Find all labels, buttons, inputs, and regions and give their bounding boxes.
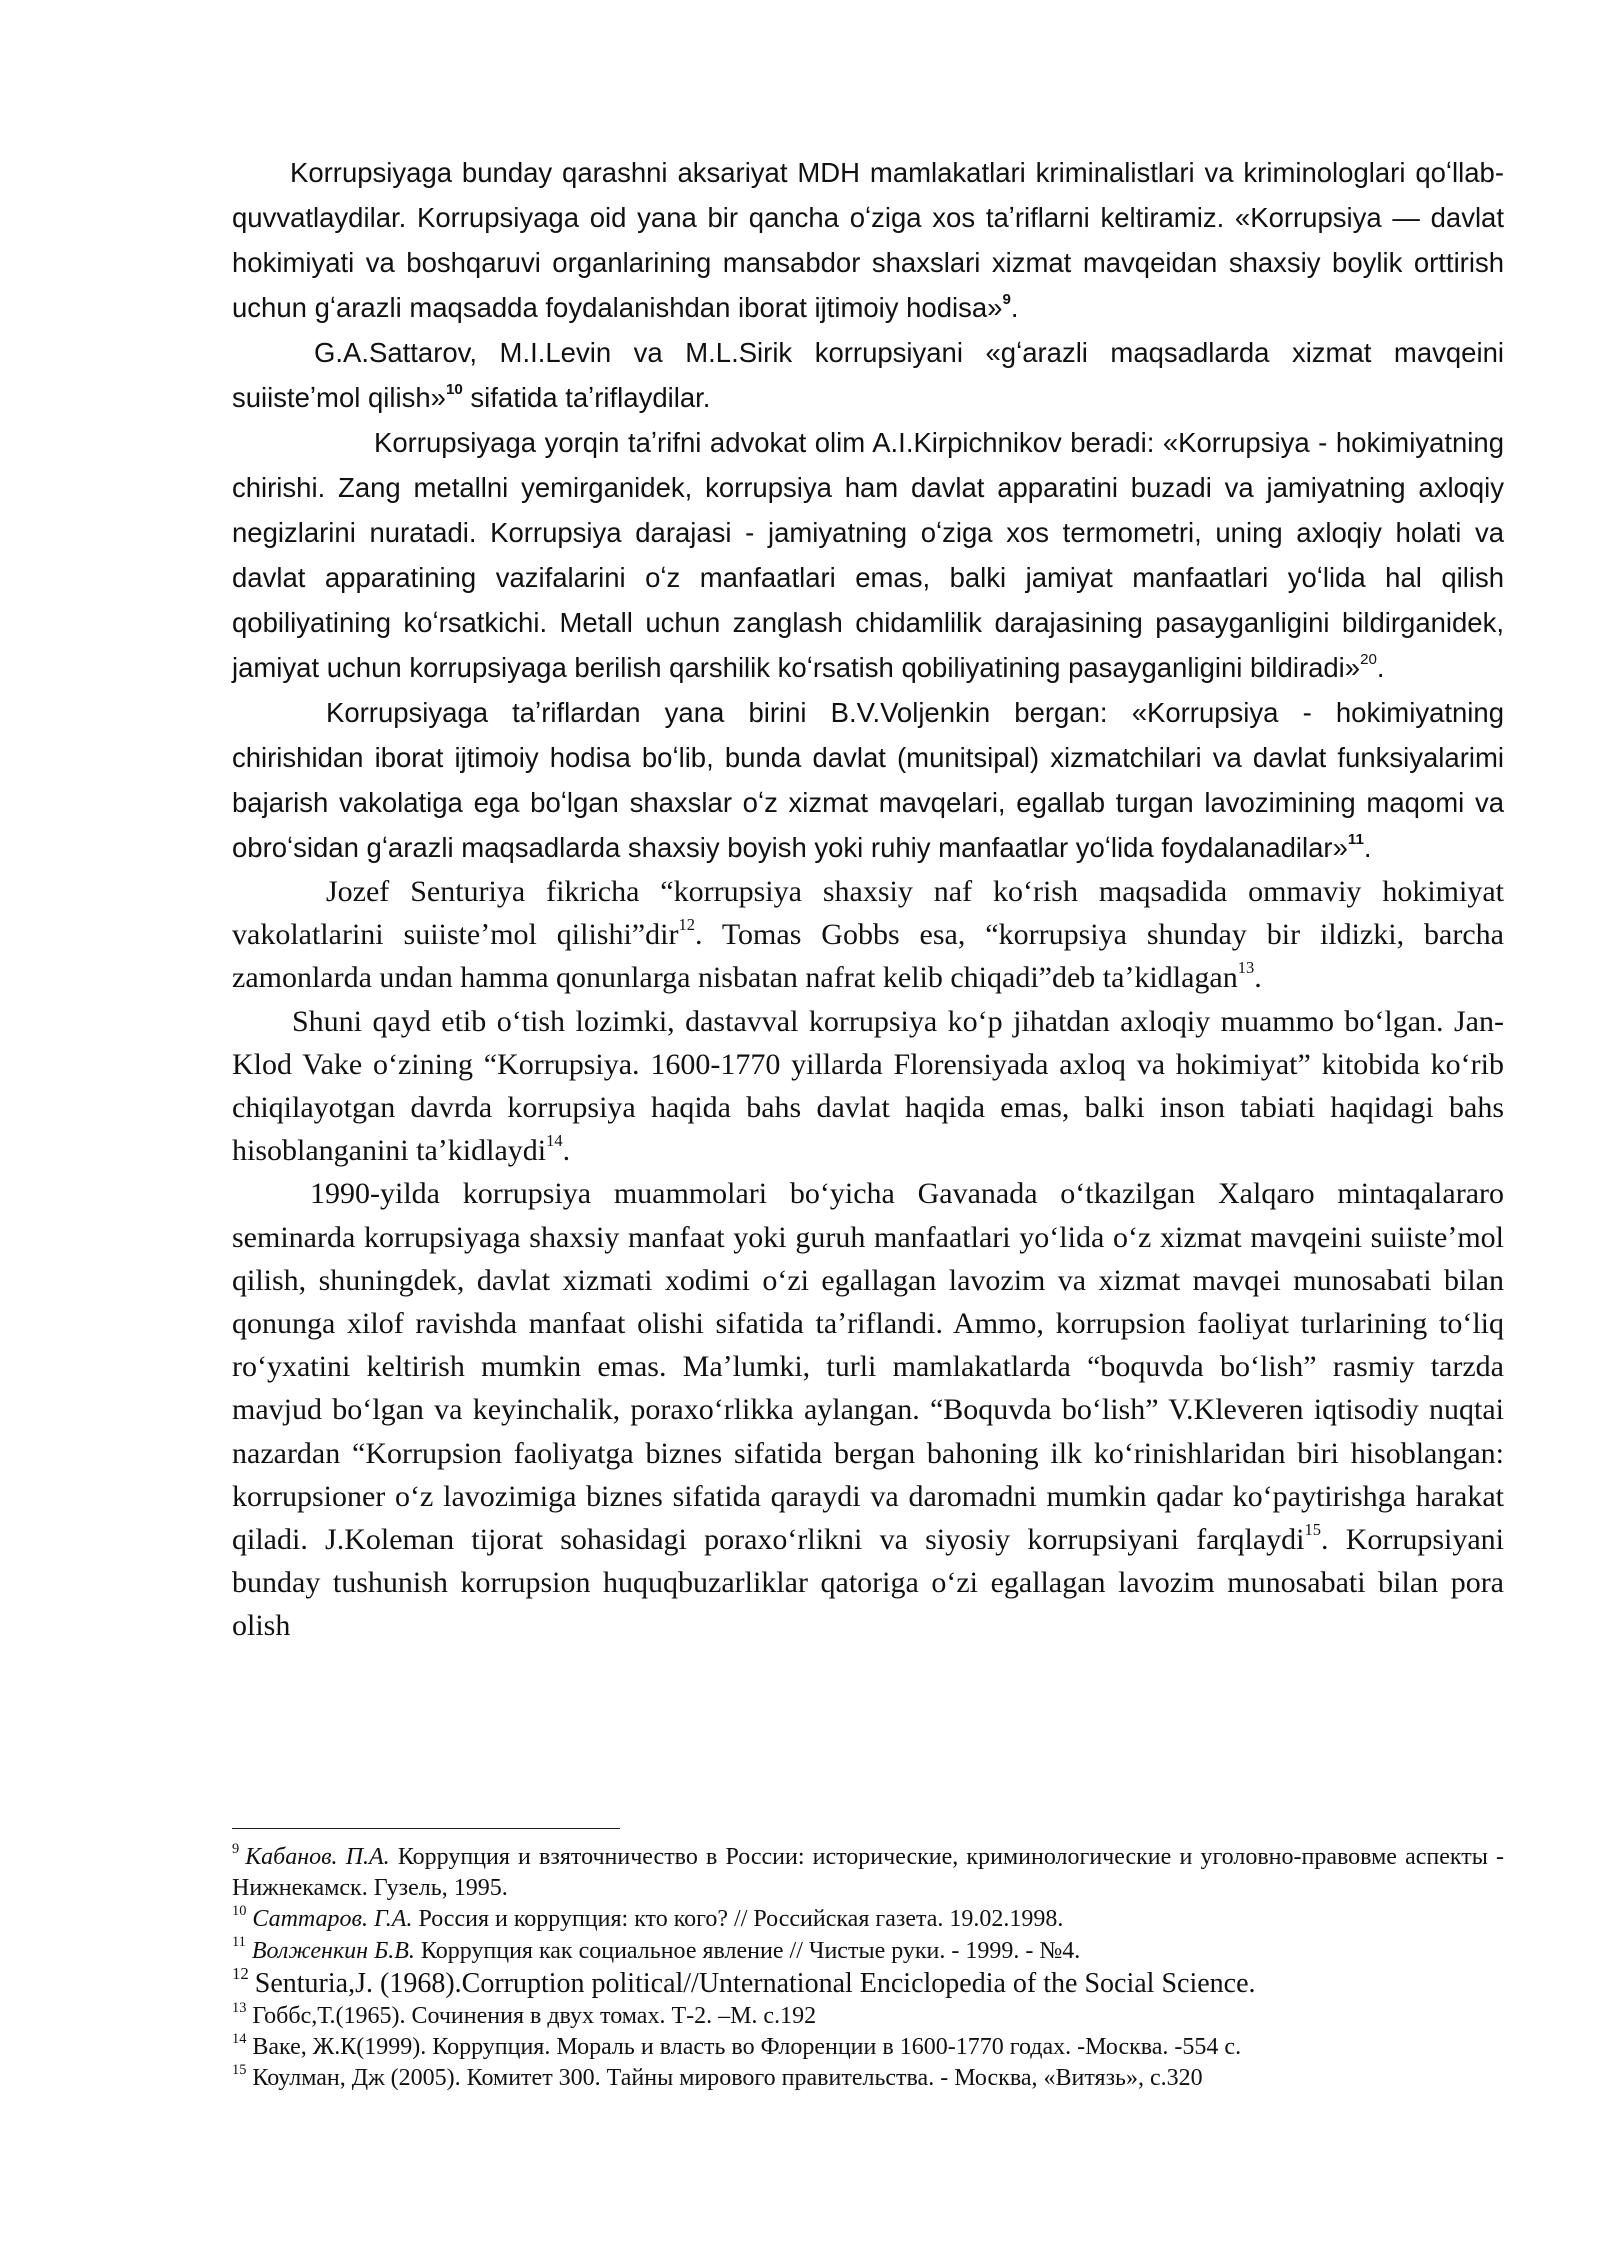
paragraph: [232, 1172, 1504, 1647]
paragraph: [232, 870, 1504, 1000]
text-run: .: [1254, 961, 1262, 995]
text-run: . Tomas Gobbs esa, “korrupsiya shunday bir ildizki, barcha zamonlarda undan hamma qonunlarga nisbatan nafrat kelib chiqadi”deb taʼkidlagan: [232, 918, 1504, 995]
text-run: sifatida taʼriflaydilar.: [462, 382, 711, 413]
footnote-text: Россия и коррупция: кто кого? // Российская газета. 19.02.1998.: [412, 1906, 1064, 1933]
footnote-text: Ваке, Ж.К(1999). Коррупция. Мораль и власть во Флоренции в 1600-1770 годах. -Москва. -554 с.: [252, 2034, 1242, 2061]
text-run: .: [1363, 832, 1372, 863]
text-run: Shuni qayd etib oʻtish lozimki, dastavval korrupsiya koʻp jihatdan axloqiy muammo boʻlgan. Jan-Klod Vake oʻzining “Korrupsiya. 1600-1770 yillarda Florensiyada axloq va hokimiyat” kitobida koʻrib chiqilayotgan davrda korrupsiya haqida bahs davlat haqida emas, balki inson tabiati haqidagi bahs hisoblanganini taʼkidlaydi: [232, 1004, 1504, 1168]
text-run: Korrupsiyaga bunday qarashni aksariyat MDH mamlakatlari kriminalistlari va kriminologlari qoʻllab-quvvatlaydilar. Korrupsiyaga oid yana bir qancha oʻziga xos taʼriflarni keltiramiz. «Korrupsiya — davlat hokimiyati va boshqaruvi organlarining mansabdor shaxslari xizmat mavqeidan shaxsiy boylik orttirish uchun gʻarazli maqsadda foydalanishdan iborat ijtimoiy hodisa»: [232, 157, 1504, 323]
text-run: Korrupsiyaga taʼriflardan yana birini B.V.Voljenkin bergan: «Korrupsiya - hokimiyatning chirishidan iborat ijtimoiy hodisa boʻlib, bunda davlat (munitsipal) xizmatchilari va davlat funksiyalarimi bajarish vakolatiga ega boʻlgan shaxslar oʻz xizmat mavqelari, egallab turgan lavozimining maqomi va obroʻsidan gʻarazli maqsadlarda shaxsiy boyish yoki ruhiy manfaatlar yoʻlida foydalanadilar»: [232, 697, 1504, 863]
footnote: [232, 1842, 1504, 1904]
footnote-ref: 11: [1347, 830, 1364, 848]
footnote-author: Волженкин Б.В.: [251, 1937, 415, 1964]
text-run: 1990-yilda korrupsiya muammolari boʻyicha Gavanada oʻtkazilgan Xalqaro mintaqalararo seminarda korrupsiyaga shaxsiy manfaat yoki guruh manfaatlari yoʻlida oʻz xizmat mavqeini suiisteʼmol qilish, shuningdek, davlat xizmati xodimi oʻzi egallagan lavozim va xizmat mavqei munosabati bilan qonunga xilof ravishda manfaat olishi sifatida taʼriflandi. Ammo, korrupsion faoliyat turlarining toʻliq roʻyxatini keltirish mumkin emas. Maʼlumki, turli mamlakatlarda “boquvda boʻlish” rasmiy tarzda mavjud boʻlgan va keyinchalik, poraxoʻrlikka aylangan. “Boquvda boʻlish” V.Kleveren iqtisodiy nuqtai nazardan “Korrupsion faoliyatga biznes sifatida bergan bahoning ilk koʻrinishlaridan biri hisoblangan: korrupsioner oʻz lavozimiga biznes sifatida qaraydi va daromadni mumkin qadar koʻpaytirishga harakat qiladi. J.Koleman tijorat sohasidagi poraxoʻrlikni va siyosiy korrupsiyani farqlaydi: [232, 1177, 1504, 1557]
footnote: [232, 2001, 1504, 2032]
footnote-number: 12: [232, 1963, 249, 1983]
footnote-number: 10: [232, 1903, 247, 1920]
footnote-text: Гоббс,Т.(1965). Сочинения в двух томах. Т-2. –М. с.192: [252, 2002, 817, 2029]
text-run: Jozef Senturiya fikricha “korrupsiya shaxsiy naf koʻrish maqsadida ommaviy hokimiyat vakolatlarini suiisteʼmol qilishi”dir: [232, 875, 1504, 952]
footnote-number: 11: [232, 1934, 246, 1951]
footnote-ref: 15: [1304, 1519, 1321, 1539]
paragraph: [232, 150, 1504, 330]
text-run: .: [1376, 652, 1385, 683]
footnote-author: Кабанов. П.А.: [245, 1844, 390, 1870]
text-run: . Korrupsiyani bunday tushunish korrupsion huquqbuzarliklar qatoriga oʻzi egallagan lavozim munosabati bilan pora olish: [232, 1523, 1504, 1643]
footnote: [232, 1963, 1504, 2001]
footnote-author: Саттаров. Г.А.: [252, 1906, 413, 1933]
footnote-ref: 14: [546, 1130, 563, 1150]
footnote-number: 14: [232, 2030, 247, 2047]
footnote: [232, 2063, 1504, 2094]
footnote-ref: 13: [1237, 958, 1255, 978]
footnote-ref: 20: [1360, 650, 1377, 668]
footnote: [232, 2032, 1504, 2063]
footnotes: [232, 1842, 1504, 2094]
footnote-text: Коррупция как социальное явление // Чистые руки. - 1999. - №4.: [414, 1937, 1081, 1964]
footnote-separator: [232, 1828, 620, 1829]
text-run: .: [562, 1134, 571, 1168]
paragraph: [232, 420, 1504, 690]
paragraph: [232, 330, 1504, 420]
footnote: [232, 1936, 1504, 1967]
footnote-ref: 12: [678, 914, 695, 934]
footnote-ref: 10: [445, 380, 463, 398]
text-run: G.A.Sattarov, M.I.Levin va M.L.Sirik korrupsiyani «gʻarazli maqsadlarda xizmat mavqeini suiisteʼmol qilish»: [232, 337, 1504, 413]
footnote-ref: 9: [1002, 290, 1011, 308]
footnote-number: 13: [232, 1999, 247, 2016]
footnote-number: 15: [232, 2062, 247, 2079]
footnote: [232, 1904, 1504, 1935]
text-run: Korrupsiyaga yorqin taʼrifni advokat olim A.I.Kirpichnikov beradi: «Korrupsiya - hokimiyatning chirishi. Zang metallni yemirganidek, korrupsiya ham davlat apparatini buzadi va jamiyatning axloqiy negizlarini nuratadi. Korrupsiya darajasi - jamiyatning oʻziga xos termometri, uning axloqiy holati va davlat apparatining vazifalarini oʻz manfaatlari emas, balki jamiyat manfaatlari yoʻlida hal qilish qobiliyatining koʻrsatkichi. Metall uchun zanglash chidamlilik darajasining pasayganligini bildirganidek, jamiyat uchun korrupsiyaga berilish qarshilik koʻrsatish qobiliyatining pasayganligini bildiradi»: [232, 427, 1504, 683]
footnote-number: 9: [232, 1840, 240, 1857]
footnote-text: Senturia,J. (1968).Corruption political//Unternational Enciclopedia of the Social Science.: [254, 1967, 1256, 1999]
text-run: .: [1010, 292, 1019, 323]
paragraph: [232, 1000, 1504, 1173]
body-text: [232, 150, 1504, 1648]
footnote-text: Коулман, Дж (2005). Комитет 300. Тайны мирового правительства. - Москва, «Витязь», с.320: [252, 2065, 1203, 2092]
footnote-text: Коррупция и взяточничество в России: исторические, криминологические и уголовно-правовме аспекты - Нижнекамск. Гузель, 1995.: [232, 1844, 1504, 1902]
paragraph: [232, 690, 1504, 870]
